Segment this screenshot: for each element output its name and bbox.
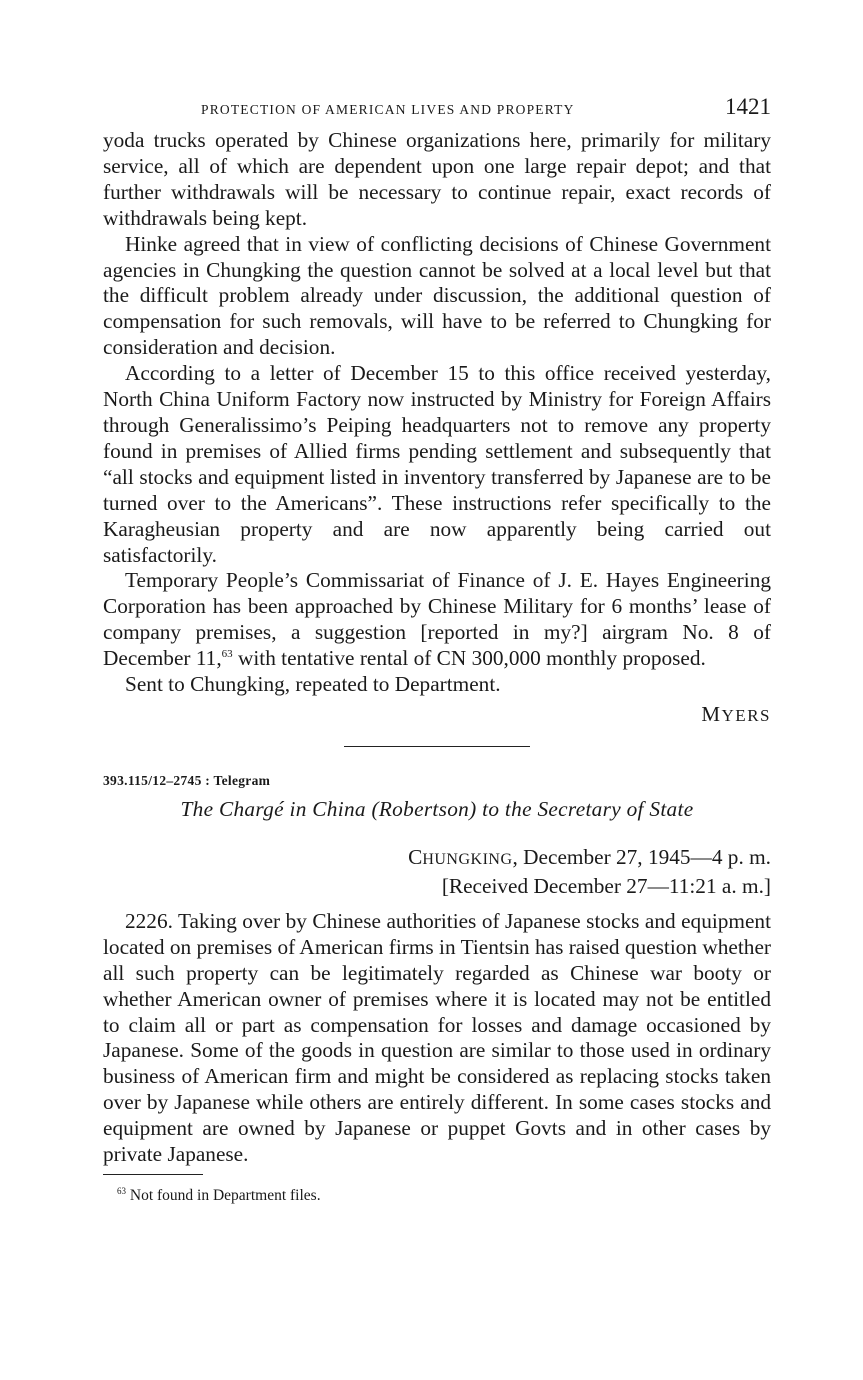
footnote-divider	[103, 1174, 203, 1175]
footnote	[103, 1187, 771, 1205]
letter-body	[103, 128, 771, 698]
signature-rest: YERS	[721, 705, 771, 725]
dateline	[103, 844, 771, 899]
telegram-body	[103, 909, 771, 1168]
paragraph: According to a letter of December 15 to this office received yesterday, North China Uniform Factory now instructed by Ministry for Foreign Affairs through Generalissimo’s Peiping headquarters not to remove any property found in premises of Allied firms pending settlement and subsequently that “all stocks and equipment listed in inventory transferred by Japanese are to be turned over to the Americans”. These instructions refer specifically to the Karagheusian property and are now apparently being carried out satisfactorily.	[103, 361, 771, 567]
footnote-text: Not found in Department files.	[129, 1187, 321, 1204]
paragraph: Sent to Chungking, repeated to Department.	[125, 672, 501, 697]
running-head	[103, 88, 771, 128]
section-divider	[344, 746, 530, 747]
document-title: The Chargé in China (Robertson) to the Secretary of State	[180, 796, 694, 821]
dateline-sent	[103, 844, 771, 873]
dateline-received: [Received December 27—11:21 a. m.]	[441, 873, 771, 898]
dateline-date: , December 27, 1945—4 p. m.	[512, 844, 771, 869]
paragraph: yoda trucks operated by Chinese organizations here, primarily for military service, all of which are dependent upon one large repair depot; and that further withdrawals will be necessary to continue repair, exact records of withdrawals being kept.	[103, 128, 771, 230]
signature-initial: M	[701, 701, 722, 726]
page-number: 1421	[725, 94, 771, 119]
paragraph-text: Temporary People’s Commissariat of Finance of J. E. Hayes Engineering Corporation has been approached by Chinese Military for 6 months’ lease of company premises, a suggestion [reported in my?] airgram No. 8 of December 11,	[103, 568, 771, 671]
paragraph-hayes	[103, 568, 771, 672]
dateline-place-rest: HUNGKING	[422, 850, 513, 868]
paragraph-text: with tentative rental of CN 300,000 monthly proposed.	[232, 646, 706, 671]
footnote-number: 63	[117, 1186, 126, 1196]
paragraph: Hinke agreed that in view of conflicting decisions of Chinese Government agencies in Chungking the question cannot be solved at a local level but that the difficult problem already under discussion, the additional question of compensation for such removals, will have to be referred to Chungking for consideration and decision.	[103, 231, 771, 360]
file-reference: 393.115/12–2745 : Telegram	[103, 772, 271, 788]
running-title: PROTECTION OF AMERICAN LIVES AND PROPERTY	[201, 102, 575, 117]
paragraph: 2226. Taking over by Chinese authorities of Japanese stocks and equipment located on premises of American firms in Tientsin has raised question whether all such property can be legitimately regarded as Chinese war booty or whether American owner of premises where it is located may not be entitled to claim all or part as compensation for losses and damage occasioned by Japanese. Some of the goods in question are similar to those used in ordinary business of American firm and might be considered as replacing stocks taken over by Japanese while others are entirely different. In some cases stocks and equipment are owned by Japanese or puppet Govts and in other cases by private Japanese.	[103, 908, 771, 1167]
dateline-place-initial: C	[408, 844, 423, 869]
signature	[103, 702, 771, 728]
document-page	[103, 88, 771, 1205]
footnote-reference: 63	[221, 648, 233, 661]
